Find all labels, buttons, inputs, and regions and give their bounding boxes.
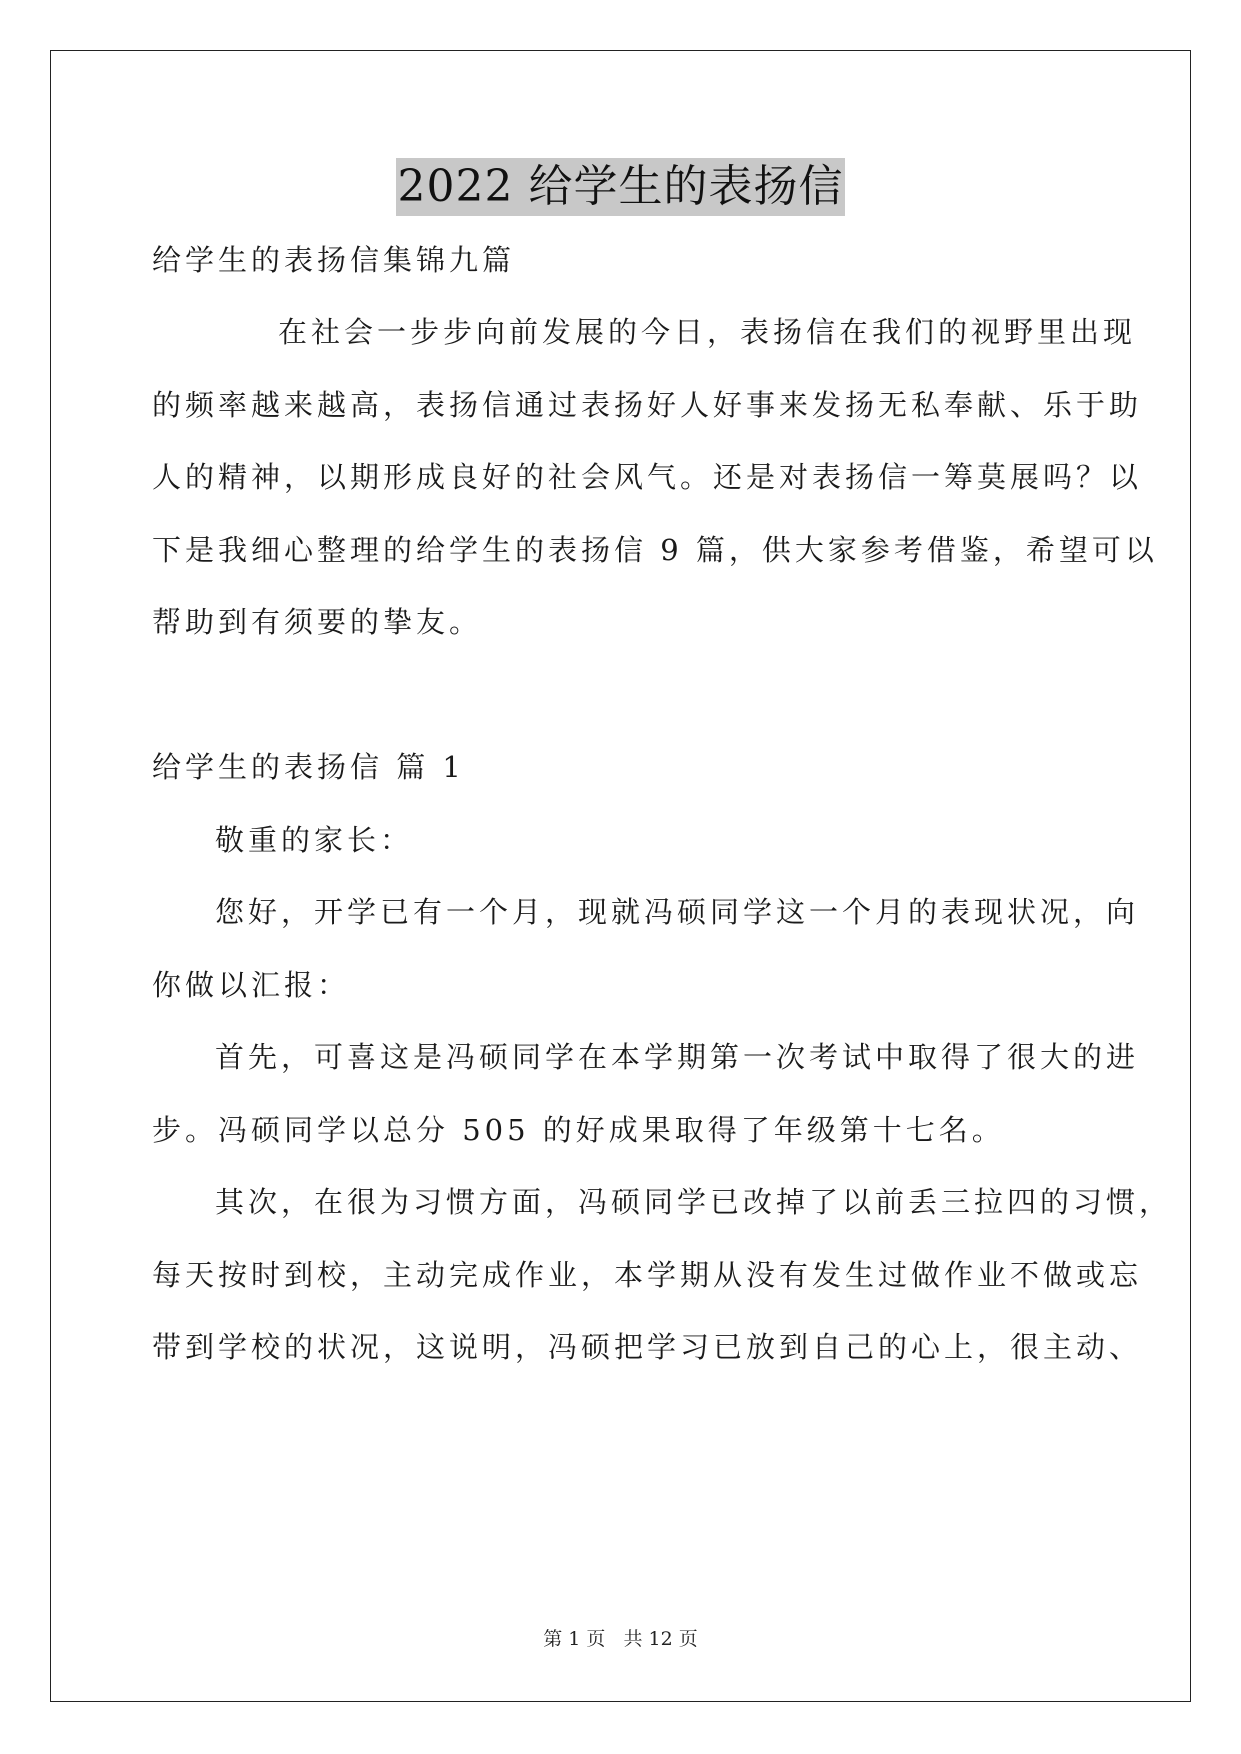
page-number: 第 1 页 xyxy=(543,1628,606,1650)
intro-line: 的频率越来越高，表扬信通过表扬好人好事来发扬无私奉献、乐于助 xyxy=(152,388,1143,422)
body-line: 首先，可喜这是冯硕同学在本学期第一次考试中取得了很大的进 xyxy=(215,1040,1140,1074)
page-footer xyxy=(0,1627,1241,1651)
body-line: 带到学校的状况，这说明，冯硕把学习已放到自己的心上，很主动、 xyxy=(152,1330,1143,1364)
body-line: 你做以汇报： xyxy=(152,968,351,1002)
intro-line: 在社会一步步向前发展的今日，表扬信在我们的视野里出现 xyxy=(278,315,1137,349)
body-line: 步。冯硕同学以总分 505 的好成果取得了年级第十七名。 xyxy=(152,1113,1005,1147)
section-heading: 给学生的表扬信 篇 1 xyxy=(152,750,465,784)
document-subtitle: 给学生的表扬信集锦九篇 xyxy=(152,243,516,277)
page-total: 共 12 页 xyxy=(623,1628,698,1650)
intro-line: 下是我细心整理的给学生的表扬信 9 篇，供大家参考借鉴，希望可以 xyxy=(152,533,1158,567)
intro-line: 人的精神，以期形成良好的社会风气。还是对表扬信一筹莫展吗？以 xyxy=(152,460,1143,494)
body-line: 其次，在很为习惯方面，冯硕同学已改掉了以前丢三拉四的习惯， xyxy=(215,1185,1173,1219)
letter-greeting: 敬重的家长： xyxy=(215,823,414,857)
body-line: 每天按时到校，主动完成作业，本学期从没有发生过做作业不做或忘 xyxy=(152,1258,1143,1292)
title-wrap xyxy=(0,158,1241,216)
page-border xyxy=(50,50,1191,1702)
document-title: 2022 给学生的表扬信 xyxy=(396,158,846,216)
intro-line: 帮助到有须要的挚友。 xyxy=(152,605,483,639)
body-line: 您好，开学已有一个月，现就冯硕同学这一个月的表现状况，向 xyxy=(215,895,1140,929)
